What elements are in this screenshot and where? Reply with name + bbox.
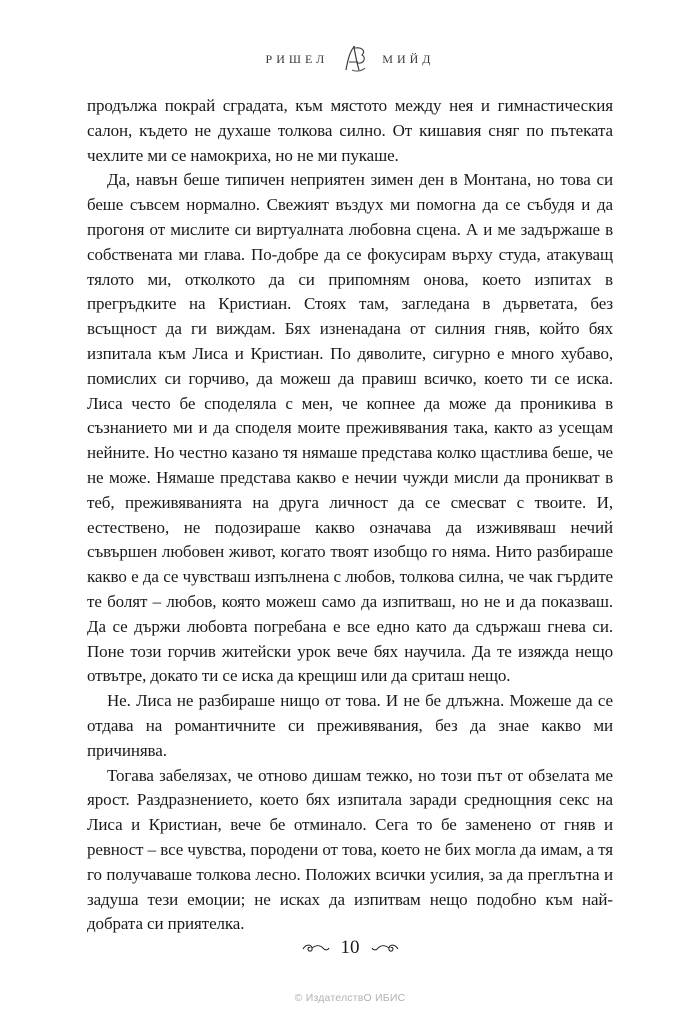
paragraph-2: Да, навън беше типичен неприятен зимен ден в Монтана, но това си беше съвсем нормално. Свежият въздух ми помогна да се събудя и да прогоня от мислите си виртуалната любовна сцена. А и ме задържаше в собствената ми глава. По-добре да се фокусирам върху студа, атакуващ тялото ми, отколкото да си припомням онова, което изпитах в прегръдките на Кристиан. Стоях там, загледана в дърветата, без всъщност да ги виждам. Бях изненадана от силния гняв, който бях изпитала към Лиса и Кристиан. По дяволите, сигурно е много хубаво, помислих си горчиво, да можеш да правиш всичко, което ти се иска. Лиса често бе споделяла с мен, че копнее да може да проникива в съзнанието ми и да споделя моите преживявания така, както аз усещам нейните. Но честно казано тя нямаше представа колко щастлива беше, че не може. Нямаше представа какво е нечии чужди мисли да проникват в теб, преживяванията на друга личност да се смесват с твоите. И, естествено, не подозираше какво означава да изживяваш нечий съвършен любовен живот, когато твоят изобщо го няма. Нито разбираше какво е да се чувстваш изпълнена с любов, толкова силна, че чак гърдите те болят – любов, която можеш само да изпитваш, но не и да показваш. Да се държи любовта погребана е все едно като да сдържаш гнева си. Поне този горчив житейски урок вече бях научила. Да те изяжда нещо отвътре, докато ти се иска да крещиш или да сриташ нещо. xyxy=(87,170,613,686)
author-last-name: МИЙД xyxy=(382,51,435,66)
paragraph-3: Не. Лиса не разбираше нищо от това. И не бе длъжна. Можеше да се отдава на романтичните си преживявания, без да знае какво ми причинява. xyxy=(87,691,613,760)
paragraph-4: Тогава забелязах, че отново дишам тежко, но този път от обзелата ме ярост. Раздразнението, което бях изпитала заради среднощния секс на Лиса и Кристиан, вече бе отминало. Сега то бе заменено от гняв и ревност – все чувства, породени от това, което не бих могла да имам, а тя го получаваше толкова лесно. Положих всички усилия, за да преглътна и задуша тези емоции; не исках да изпитвам нещо подобно към най-добрата си приятелка. xyxy=(87,765,613,934)
page-folio xyxy=(0,937,700,959)
paragraph-1: продължа покрай сградата, към мястото между нея и гимнастическия салон, където не духаше толкова силно. От кишавия сняг по пътеката чехлите ми се намокриха, но не ми пукаше. xyxy=(87,96,613,165)
right-ornament-icon xyxy=(370,942,400,954)
left-ornament-icon xyxy=(301,942,331,954)
page-number: 10 xyxy=(340,937,360,958)
publisher-monogram-icon xyxy=(342,44,368,74)
copyright-notice: © ИздателствО ИБИС xyxy=(294,992,406,1004)
running-header xyxy=(0,44,700,74)
body-text xyxy=(87,94,613,937)
author-first-name: РИШЕЛ xyxy=(265,51,329,66)
